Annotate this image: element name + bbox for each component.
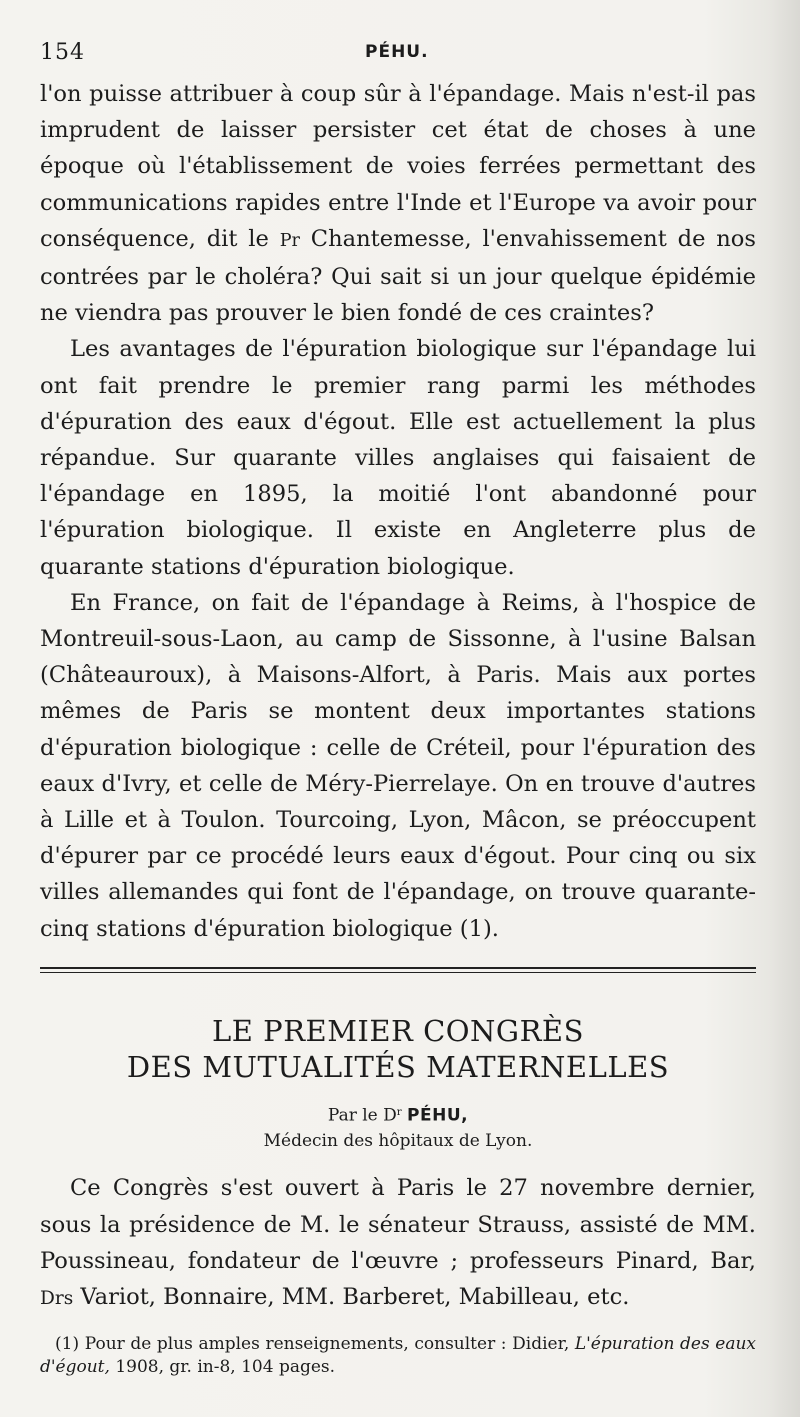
paragraph-continued (40, 76, 756, 331)
article-title-line-2: DES MUTUALITÉS MATERNELLES (126, 1049, 670, 1084)
doctors-abbrev: Drs (40, 1288, 74, 1310)
footnote (40, 1333, 756, 1379)
footnote-cited-title: L'épuration des eaux d'égout, (40, 1334, 757, 1378)
paragraph-text: Chantemesse, l'envahissement de nos contrées par le choléra? Qui sait si un jour quelque épidémie ne viendra pas prouver le bien fondé de ces craintes? (40, 225, 756, 327)
article-paragraph (40, 1170, 756, 1317)
paragraph-biological: Les avantages de l'épuration biologique sur l'épandage lui ont fait prendre le premier rang parmi les méthodes d'épuration des eaux d'égout. Elle est actuellement la plus répandue. Sur quarante villes anglaises qui faisaient de l'épandage en 1895, la moitié l'ont abandonné pour l'épuration biologique. Il existe en Angleterre plus de quarante stations d'épuration biologique. (40, 336, 756, 580)
professor-abbrev (280, 226, 300, 252)
paragraph-text: l'on puisse attribuer à coup sûr à l'épandage. Mais n'est-il pas imprudent de laisser persister cet état de choses à une époque où l'établissement de voies ferrées permettant des communications rapides entre l'Inde et l'Europe va avoir pour conséquence, dit le (40, 81, 756, 252)
section-divider (40, 967, 756, 973)
footnote-text-after: 1908, gr. in-8, 104 pages. (115, 1357, 336, 1378)
article-title (40, 1013, 756, 1085)
footnote-marker: (1) (55, 1334, 80, 1355)
byline-sup: r (396, 1106, 402, 1118)
footnote-text-before: Pour de plus amples renseignements, consulter : Didier, (84, 1334, 570, 1355)
running-title: PÉHU. (365, 42, 429, 62)
byline (40, 1102, 756, 1127)
article-body (40, 1170, 756, 1317)
article-text-part-2: Variot, Bonnaire, MM. Barberet, Mabilleau, etc. (80, 1284, 630, 1311)
body-text (40, 76, 756, 947)
byline-author: PÉHU, (407, 1105, 469, 1126)
byline-prefix: Par le D (327, 1105, 397, 1126)
professor-abbrev-text: Pr (279, 230, 300, 251)
author-affiliation: Médecin des hôpitaux de Lyon. (263, 1131, 533, 1152)
article-text-part-1: Ce Congrès s'est ouvert à Paris le 27 novembre dernier, sous la présidence de M. le sénateur Strauss, assisté de MM. Poussineau, fondateur de l'œuvre ; professeurs Pinard, Bar, (40, 1175, 756, 1274)
page-number: 154 (40, 40, 85, 65)
paragraph-france: En France, on fait de l'épandage à Reims, à l'hospice de Montreuil-sous-Laon, au camp de Sissonne, à l'usine Balsan (Châteauroux), à Maisons-Alfort, à Paris. Mais aux portes mêmes de Paris se montent deux importantes stations d'épuration biologique : celle de Créteil, pour l'épuration des eaux d'Ivry, et celle de Méry-Pierrelaye. On en trouve d'autres à Lille et à Toulon. Tourcoing, Lyon, Mâcon, se préoccupent d'épurer par ce procédé leurs eaux d'égout. Pour cinq ou six villes allemandes qui font de l'épandage, on trouve quarante-cinq stations d'épuration biologique (1). (40, 589, 756, 942)
article-title-line-1: LE PREMIER CONGRÈS (212, 1013, 584, 1048)
running-head (40, 40, 756, 76)
